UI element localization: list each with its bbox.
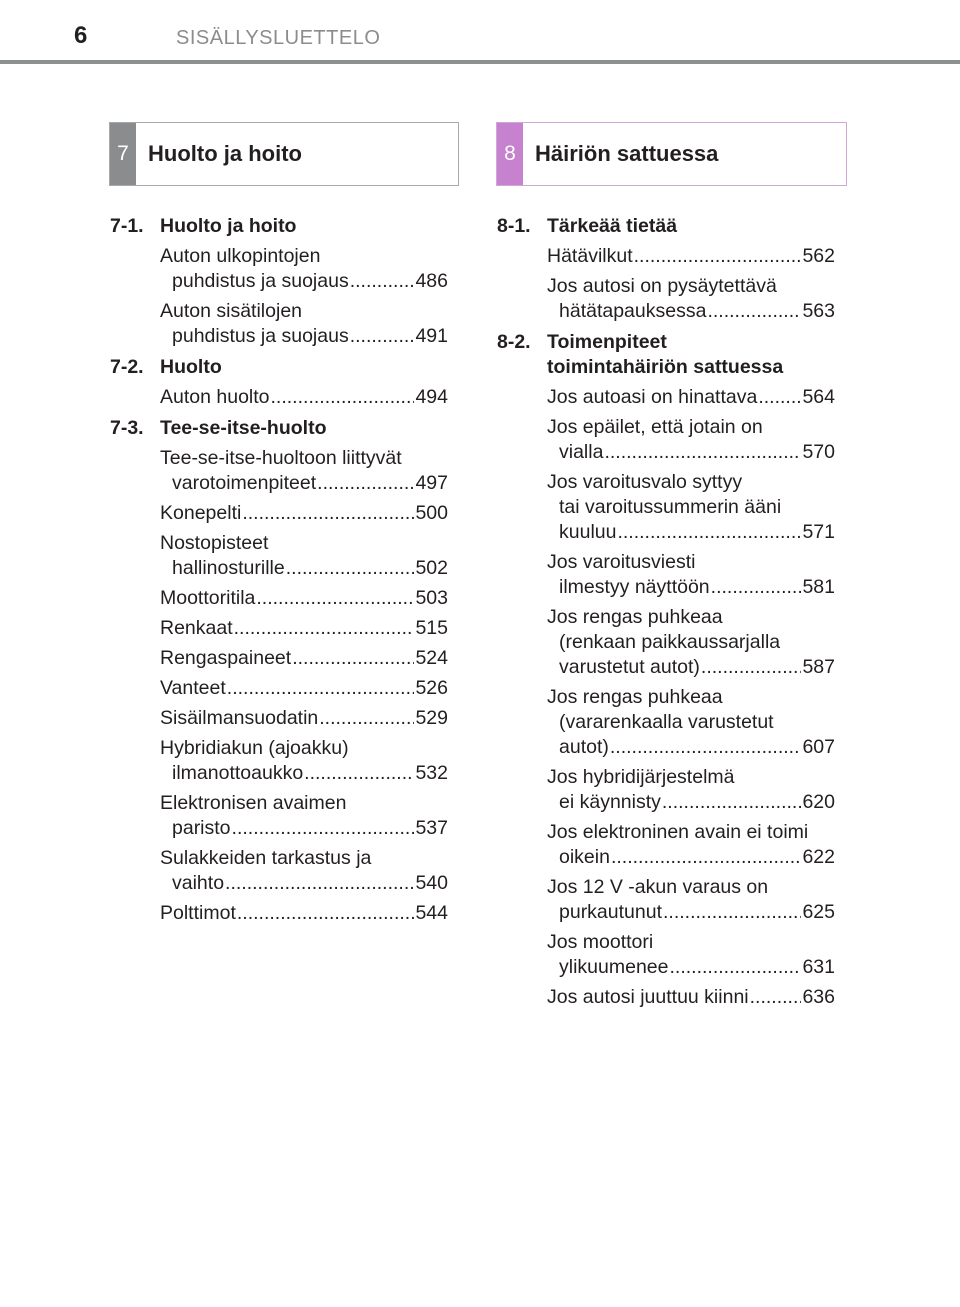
entry-text: Jos 12 V -akun varaus on	[547, 876, 769, 898]
dot-leader	[319, 706, 414, 731]
toc-entry[interactable]	[160, 706, 448, 731]
subsection-number: 7-2.	[110, 356, 144, 378]
page-ref: 515	[415, 617, 448, 639]
dot-leader	[286, 556, 415, 581]
page-ref: 491	[415, 325, 448, 347]
dot-leader	[662, 790, 802, 815]
page-ref: 526	[415, 677, 448, 699]
toc-entry[interactable]	[160, 901, 448, 926]
entry-text: (vararenkaalla varustetut	[559, 711, 774, 733]
page-ref: 607	[802, 736, 835, 758]
page-ref: 494	[415, 386, 448, 408]
entry-text: Jos hybridijärjestelmä	[547, 766, 735, 788]
entry-text: Auton sisätilojen	[160, 300, 303, 322]
entry-text: Hybridiakun (ajoakku)	[160, 737, 349, 759]
entry-text: Sisäilmansuodatin	[160, 707, 319, 729]
page-ref: 500	[415, 502, 448, 524]
dot-leader	[707, 299, 801, 324]
header-title: SISÄLLYSLUETTELO	[176, 27, 381, 49]
entry-text: vialla	[559, 441, 604, 463]
section-7-title: Huolto ja hoito	[148, 141, 302, 166]
page-number: 6	[74, 22, 88, 49]
dot-leader	[225, 871, 414, 896]
page-ref: 540	[415, 872, 448, 894]
subsection-title: Toimenpiteet toimintahäiriön sattuessa	[547, 331, 784, 378]
entry-text: Renkaat	[160, 617, 233, 639]
entry-text: Jos autosi on pysäytettävä	[547, 275, 777, 297]
dot-leader	[663, 900, 801, 925]
subsection-number: 7-3.	[110, 417, 144, 439]
subsection-heading[interactable]	[497, 214, 835, 239]
toc-entry[interactable]	[160, 299, 448, 349]
page-ref: 622	[802, 846, 835, 868]
page-ref: 570	[802, 441, 835, 463]
dot-leader	[227, 676, 415, 701]
entry-text: autot)	[559, 736, 609, 758]
dot-leader	[271, 385, 415, 410]
entry-text: ei käynnisty	[559, 791, 661, 813]
entry-text: Jos autoasi on hinattava	[547, 386, 758, 408]
entry-text: varustetut autot)	[559, 656, 700, 678]
section-8-number: 8	[497, 123, 523, 185]
entry-text: Sulakkeiden tarkastus ja	[160, 847, 372, 869]
entry-text: varotoimenpiteet	[172, 472, 317, 494]
dot-leader	[242, 501, 414, 526]
header-divider	[0, 60, 960, 64]
page-ref: 563	[802, 300, 835, 322]
entry-text: ylikuumenee	[559, 956, 669, 978]
page-ref: 587	[802, 656, 835, 678]
entry-text: Tee-se-itse-huoltoon liittyvät	[160, 447, 402, 469]
toc-entry[interactable]	[547, 470, 835, 545]
page-ref: 544	[415, 902, 448, 924]
toc-entry[interactable]	[160, 531, 448, 581]
subsection-title: Huolto ja hoito	[160, 215, 297, 237]
subsection-title: Tärkeää tietää	[547, 215, 678, 237]
toc-entry[interactable]	[547, 274, 835, 324]
toc-entry[interactable]	[160, 646, 448, 671]
section-7-number: 7	[110, 123, 136, 185]
page-ref: 486	[415, 270, 448, 292]
dot-leader	[758, 385, 801, 410]
section-7-toc	[110, 208, 448, 926]
toc-entry[interactable]	[547, 550, 835, 600]
toc-entry[interactable]	[160, 385, 448, 410]
toc-entry[interactable]	[547, 685, 835, 760]
page-ref: 529	[415, 707, 448, 729]
entry-text: Jos autosi juuttuu kiinni	[547, 986, 749, 1008]
toc-entry[interactable]	[160, 446, 448, 496]
toc-entry[interactable]	[160, 791, 448, 841]
toc-entry[interactable]	[547, 244, 835, 269]
entry-text: Jos epäilet, että jotain on	[547, 416, 763, 438]
dot-leader	[350, 324, 415, 349]
dot-leader	[237, 901, 415, 926]
toc-entry[interactable]	[160, 846, 448, 896]
toc-entry[interactable]	[160, 616, 448, 641]
toc-entry[interactable]	[160, 244, 448, 294]
entry-text: paristo	[172, 817, 231, 839]
entry-text: Auton ulkopintojen	[160, 245, 321, 267]
subsection-number: 7-1.	[110, 215, 144, 237]
entry-text: purkautunut	[559, 901, 662, 923]
entry-text: Moottoritila	[160, 587, 256, 609]
dot-leader	[701, 655, 802, 680]
page-ref: 581	[802, 576, 835, 598]
entry-text: Jos rengas puhkeaa	[547, 686, 723, 708]
section-8-title: Häiriön sattuessa	[535, 141, 719, 166]
entry-text: oikein	[559, 846, 610, 868]
entry-text: Elektronisen avaimen	[160, 792, 347, 814]
entry-text: Hätävilkut	[547, 245, 633, 267]
entry-text: Jos varoitusviesti	[547, 551, 696, 573]
subsection-heading[interactable]	[497, 330, 835, 380]
toc-entry[interactable]	[160, 586, 448, 611]
toc-entry[interactable]	[547, 605, 835, 680]
page-ref: 503	[415, 587, 448, 609]
entry-text: Konepelti	[160, 502, 242, 524]
section-7-heading[interactable]	[109, 122, 459, 186]
dot-leader	[711, 575, 802, 600]
page-ref: 625	[802, 901, 835, 923]
toc-entry[interactable]	[547, 820, 835, 870]
dot-leader	[634, 244, 802, 269]
dot-leader	[232, 816, 415, 841]
subsection-heading[interactable]	[110, 355, 448, 380]
page-ref: 571	[802, 521, 835, 543]
dot-leader	[304, 761, 414, 786]
page-ref: 537	[415, 817, 448, 839]
subsection-number: 8-2.	[497, 331, 531, 353]
entry-text: Jos rengas puhkeaa	[547, 606, 723, 628]
page-ref: 524	[415, 647, 448, 669]
page-ref: 562	[802, 245, 835, 267]
dot-leader	[610, 735, 802, 760]
entry-text: vaihto	[172, 872, 225, 894]
entry-text: Polttimot	[160, 902, 236, 924]
page-header	[0, 0, 960, 64]
page-ref: 631	[802, 956, 835, 978]
dot-leader	[750, 985, 802, 1010]
entry-text: Jos elektroninen avain ei toimi	[547, 821, 809, 843]
entry-text: Rengaspaineet	[160, 647, 292, 669]
entry-text: tai varoitussummerin ääni	[559, 496, 782, 518]
dot-leader	[604, 440, 801, 465]
toc-entry[interactable]	[547, 415, 835, 465]
page-ref: 620	[802, 791, 835, 813]
toc-entry[interactable]	[547, 385, 835, 410]
entry-text: Jos varoitusvalo syttyy	[547, 471, 743, 493]
subsection-number: 8-1.	[497, 215, 531, 237]
dot-leader	[317, 471, 414, 496]
entry-text: kuuluu	[559, 521, 617, 543]
subsection-heading[interactable]	[110, 214, 448, 239]
toc-entry[interactable]	[547, 985, 835, 1010]
subsection-title: Huolto	[160, 356, 222, 378]
toc-entry[interactable]	[160, 501, 448, 526]
page-ref: 564	[802, 386, 835, 408]
dot-leader	[292, 646, 414, 671]
toc-entry[interactable]	[547, 875, 835, 925]
page-ref: 636	[802, 986, 835, 1008]
dot-leader	[669, 955, 801, 980]
entry-text: Vanteet	[160, 677, 226, 699]
toc-entry[interactable]	[160, 676, 448, 701]
toc-entry[interactable]	[547, 930, 835, 980]
entry-text: Auton huolto	[160, 386, 270, 408]
dot-leader	[256, 586, 414, 611]
subsection-heading[interactable]	[110, 416, 448, 441]
entry-text: puhdistus ja suojaus	[172, 325, 349, 347]
dot-leader	[350, 269, 415, 294]
entry-text: Nostopisteet	[160, 532, 269, 554]
dot-leader	[234, 616, 415, 641]
entry-text: hallinosturille	[172, 557, 285, 579]
section-8-toc	[497, 208, 835, 1010]
entry-text: ilmestyy näyttöön	[559, 576, 710, 598]
subsection-title: Tee-se-itse-huolto	[160, 417, 327, 439]
entry-text: Jos moottori	[547, 931, 654, 953]
toc-entry[interactable]	[160, 736, 448, 786]
section-8-heading[interactable]	[496, 122, 847, 186]
entry-text: (renkaan paikkaussarjalla	[559, 631, 781, 653]
dot-leader	[617, 520, 801, 545]
entry-text: puhdistus ja suojaus	[172, 270, 349, 292]
entry-text: hätätapauksessa	[559, 300, 707, 322]
page-ref: 532	[415, 762, 448, 784]
toc-entry[interactable]	[547, 765, 835, 815]
dot-leader	[611, 845, 802, 870]
entry-text: ilmanottoaukko	[172, 762, 304, 784]
page-ref: 502	[415, 557, 448, 579]
page-ref: 497	[415, 472, 448, 494]
